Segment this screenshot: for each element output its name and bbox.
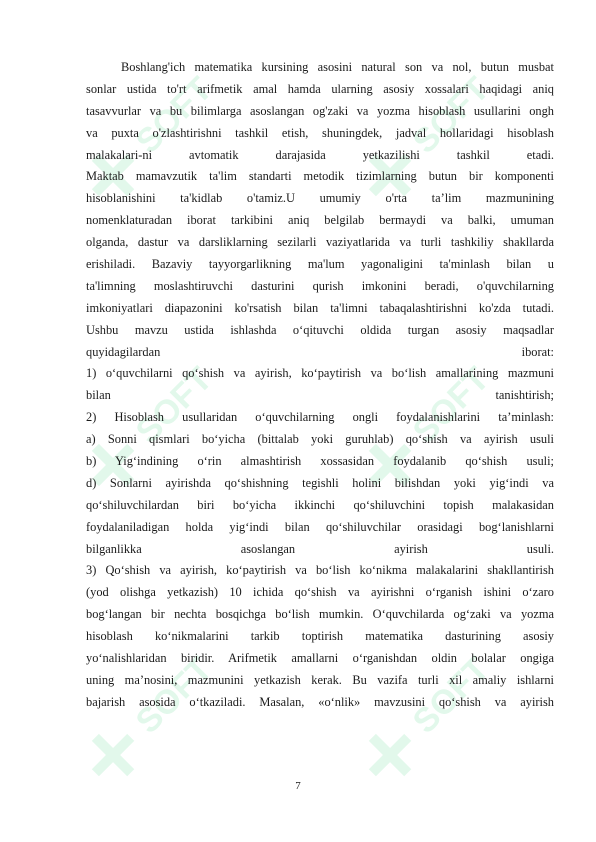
text-line: 2) Hisoblash usullaridan o‘quvchilarning ongli foydalanishlarini ta’minlash:	[86, 410, 554, 425]
text-line: hisoblanishini ta'kidlab o'tamiz.U umumiy o'rta ta’lim mazmunining	[86, 191, 554, 206]
text-line: tasavvurlar va bu bilimlarga asoslangan og'zaki va yozma hisoblash usullarini ongh	[86, 103, 554, 118]
text-line: a) Sonni qismlari bo‘yicha (bittalab yoki guruhlab) qo‘shish va ayirish usuli	[86, 432, 554, 447]
text-line: bog‘langan bir nechta bosqichga bo‘lish mumkin. O‘quvchilarda og‘zaki va yozma	[86, 607, 554, 622]
text-line: uning ma’nosini, mazmunini yetkazish kerak. Bu vazifa turli xil amaliy ishlarni	[86, 672, 554, 687]
text-line: yo‘nalishlaridan biridir. Arifmetik amallarni o‘rganishdan oldin bolalar ongiga	[86, 651, 554, 666]
svg-text:SOFT: SOFT	[128, 649, 220, 741]
text-line: d) Sonlarni ayirishda qo‘shishning tegishli holini bilishdan yoki yig‘indi va	[86, 475, 554, 490]
text-line: Maktab mamavzutik ta'lim standarti metodik tizimlarning butun bir komponenti	[86, 169, 554, 184]
svg-text:SOFT: SOFT	[405, 649, 497, 741]
text-line: Boshlang'ich matematika kursining asosini natural son va nol, butun musbat	[121, 60, 554, 74]
text-line: (yod olishga yetkazish) 10 ichida qo‘shish va ayirishni o‘rganish ishini o‘zaro	[86, 585, 554, 600]
text-line: bajarish asosida o‘tkaziladi. Masalan, «o‘nlik» mavzusini qo‘shish va ayirish	[86, 694, 554, 709]
text-line: Ushbu mavzu ustida ishlashda o‘qituvchi oldida turgan asosiy maqsadlar	[86, 322, 554, 337]
text-line: nomenklaturadan iborat tarkibini aniq belgilab bermaydi va balki, umuman	[86, 213, 554, 228]
text-line: bilan tanishtirish;	[86, 388, 554, 403]
text-line: sonlar ustida to'rt arifmetik amal hamda ularning asosiy xossalari haqidagi aniq	[86, 81, 554, 96]
svg-text:SOFT: SOFT	[405, 359, 497, 451]
text-line: va puxta o'zlashtirishni tashkil etish, shuningdek, jadval hollaridagi hisoblash	[86, 125, 554, 140]
text-line: quyidagilardan iborat:	[86, 344, 554, 359]
page-number: 7	[295, 780, 301, 792]
body-text	[86, 57, 554, 714]
text-line: foydalaniladigan holda yig‘indi bilan qo‘shiluvchilar orasidagi bog‘lanishlarni	[86, 519, 554, 534]
text-line: 1) o‘quvchilarni qo‘shish va ayirish, ko‘paytirish va bo‘lish amallarining mazmuni	[86, 366, 554, 381]
text-line: erishiladi. Bazaviy tayyorgarlikning ma'lum yagonaligini ta'minlash bilan u	[86, 257, 554, 272]
svg-text:SOFT: SOFT	[128, 69, 220, 161]
text-line: qo‘shiluvchilardan biri bo‘yicha ikkinchi qo‘shiluvchini topish malakasidan	[86, 497, 554, 512]
text-line: 3) Qo‘shish va ayirish, ko‘paytirish va bo‘lish ko‘nikma malakalarini shakllantirish	[86, 563, 554, 578]
svg-text:SOFT: SOFT	[128, 359, 220, 451]
text-line: malakalari-ni avtomatik darajasida yetkazilishi tashkil etadi.	[86, 147, 554, 162]
text-line: ta'limning moslashtiruvchi dasturini qurish imkonini beradi, o'quvchilarning	[86, 278, 554, 293]
text-line: olganda, dastur va darsliklarning sezilarli vaziyatlarida va turli tashkiliy shakllarda	[86, 235, 554, 250]
text-line: b) Yig‘indining o‘rin almashtirish xossasidan foydalanib qo‘shish usuli;	[86, 454, 554, 469]
text-line: bilganlikka asoslangan ayirish usuli.	[86, 541, 554, 556]
svg-text:SOFT: SOFT	[405, 69, 497, 161]
text-line: hisoblash ko‘nikmalarini tarkib toptirish matematika dasturining asosiy	[86, 629, 554, 644]
text-line: imkoniyatlari diapazonini ko'rsatish bilan ta'limni tabaqalashtirishni ko'zda tutadi.	[86, 300, 554, 315]
